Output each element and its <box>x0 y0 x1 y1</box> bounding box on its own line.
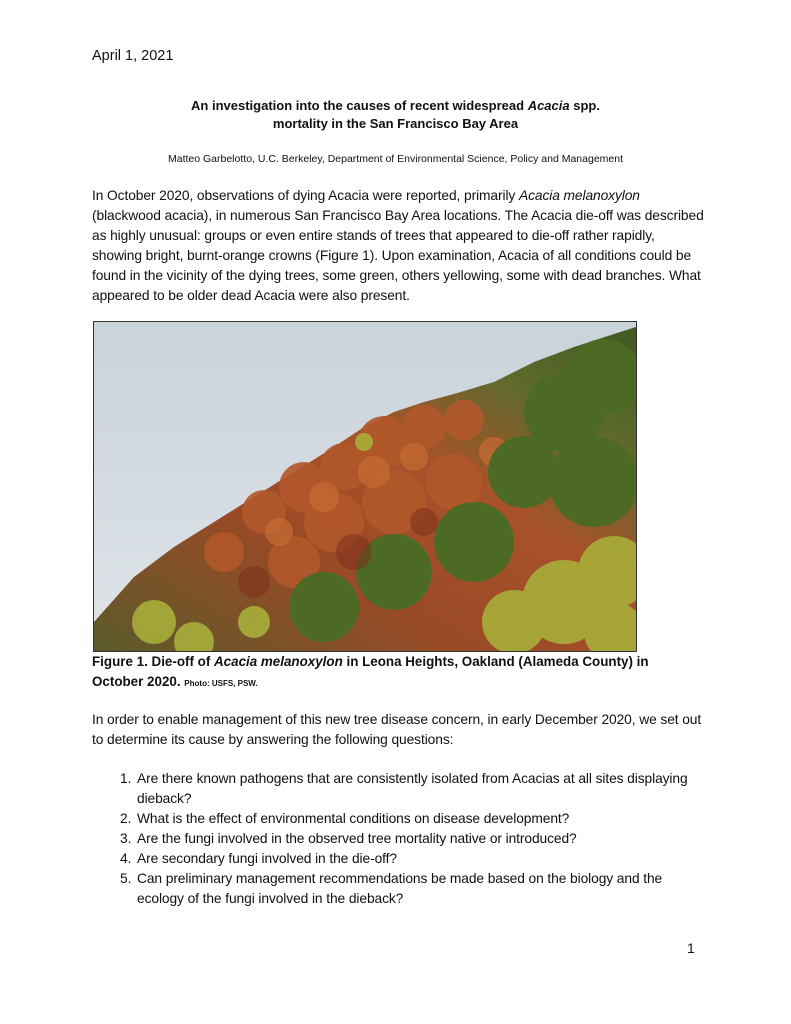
title-text: An investigation into the causes of recent widespread <box>191 98 528 113</box>
intro-species-italic: Acacia melanoxylon <box>518 188 640 203</box>
intro-text-rest: (blackwood acacia), in numerous San Francisco Bay Area locations. The Acacia die-off was described as highly unusual: groups or even entire stands of trees that appeared to die-off rather rapidly, showing bright, burnt-orange crowns (Figure 1). Upon examination, Acacia of all conditions could be found in the vicinity of the dying trees, some green, others yellowing, some with dead branches. What appeared to be older dead Acacia were also present. <box>92 208 704 303</box>
caption-text: Figure 1. Die-off of <box>92 654 214 669</box>
list-item <box>92 769 712 809</box>
document-date: April 1, 2021 <box>92 48 174 64</box>
figure-caption <box>92 652 702 694</box>
list-item <box>92 849 712 869</box>
author-line: Matteo Garbelotto, U.C. Berkeley, Department of Environmental Science, Policy and Management <box>167 153 624 165</box>
caption-species-italic: Acacia melanoxylon <box>214 654 343 669</box>
list-item <box>92 809 712 829</box>
question-list <box>92 769 712 909</box>
title-line-1 <box>92 97 699 115</box>
caption-text-end: in Leona Heights, Oakland (Alameda County) in October 2020. <box>92 654 649 689</box>
list-item-text: Can preliminary management recommendations be made based on the biology and the ecology of the fungi involved in the dieback? <box>137 871 663 906</box>
list-item <box>92 829 712 849</box>
lead-in-paragraph: In order to enable management of this new tree disease concern, in early December 2020, we set out to determine its cause by answering the following questions: <box>92 712 702 747</box>
page-number: 1 <box>687 940 695 956</box>
photo-credit: Photo: USFS, PSW. <box>184 679 258 688</box>
document-title <box>92 97 699 133</box>
list-item-text: Are secondary fungi involved in the die-off? <box>137 851 397 866</box>
list-number: 5. <box>120 871 132 886</box>
title-text-end: spp. <box>569 98 600 113</box>
hillside-photo-illustration <box>94 322 636 651</box>
list-number: 4. <box>120 851 132 866</box>
list-item-text: What is the effect of environmental conditions on disease development? <box>137 811 570 826</box>
intro-text-start: In October 2020, observations of dying Acacia were reported, primarily <box>92 188 519 203</box>
list-item-text: Are the fungi involved in the observed tree mortality native or introduced? <box>137 831 577 846</box>
list-number: 1. <box>120 771 132 786</box>
list-number: 3. <box>120 831 132 846</box>
title-italic-genus: Acacia <box>527 98 570 113</box>
list-number: 2. <box>120 811 132 826</box>
intro-paragraph <box>92 186 708 306</box>
title-line-2: mortality in the San Francisco Bay Area <box>272 116 519 131</box>
figure-photo <box>93 321 637 652</box>
list-item <box>92 869 712 909</box>
list-item-text: Are there known pathogens that are consistently isolated from Acacias at all sites displaying dieback? <box>137 771 688 806</box>
